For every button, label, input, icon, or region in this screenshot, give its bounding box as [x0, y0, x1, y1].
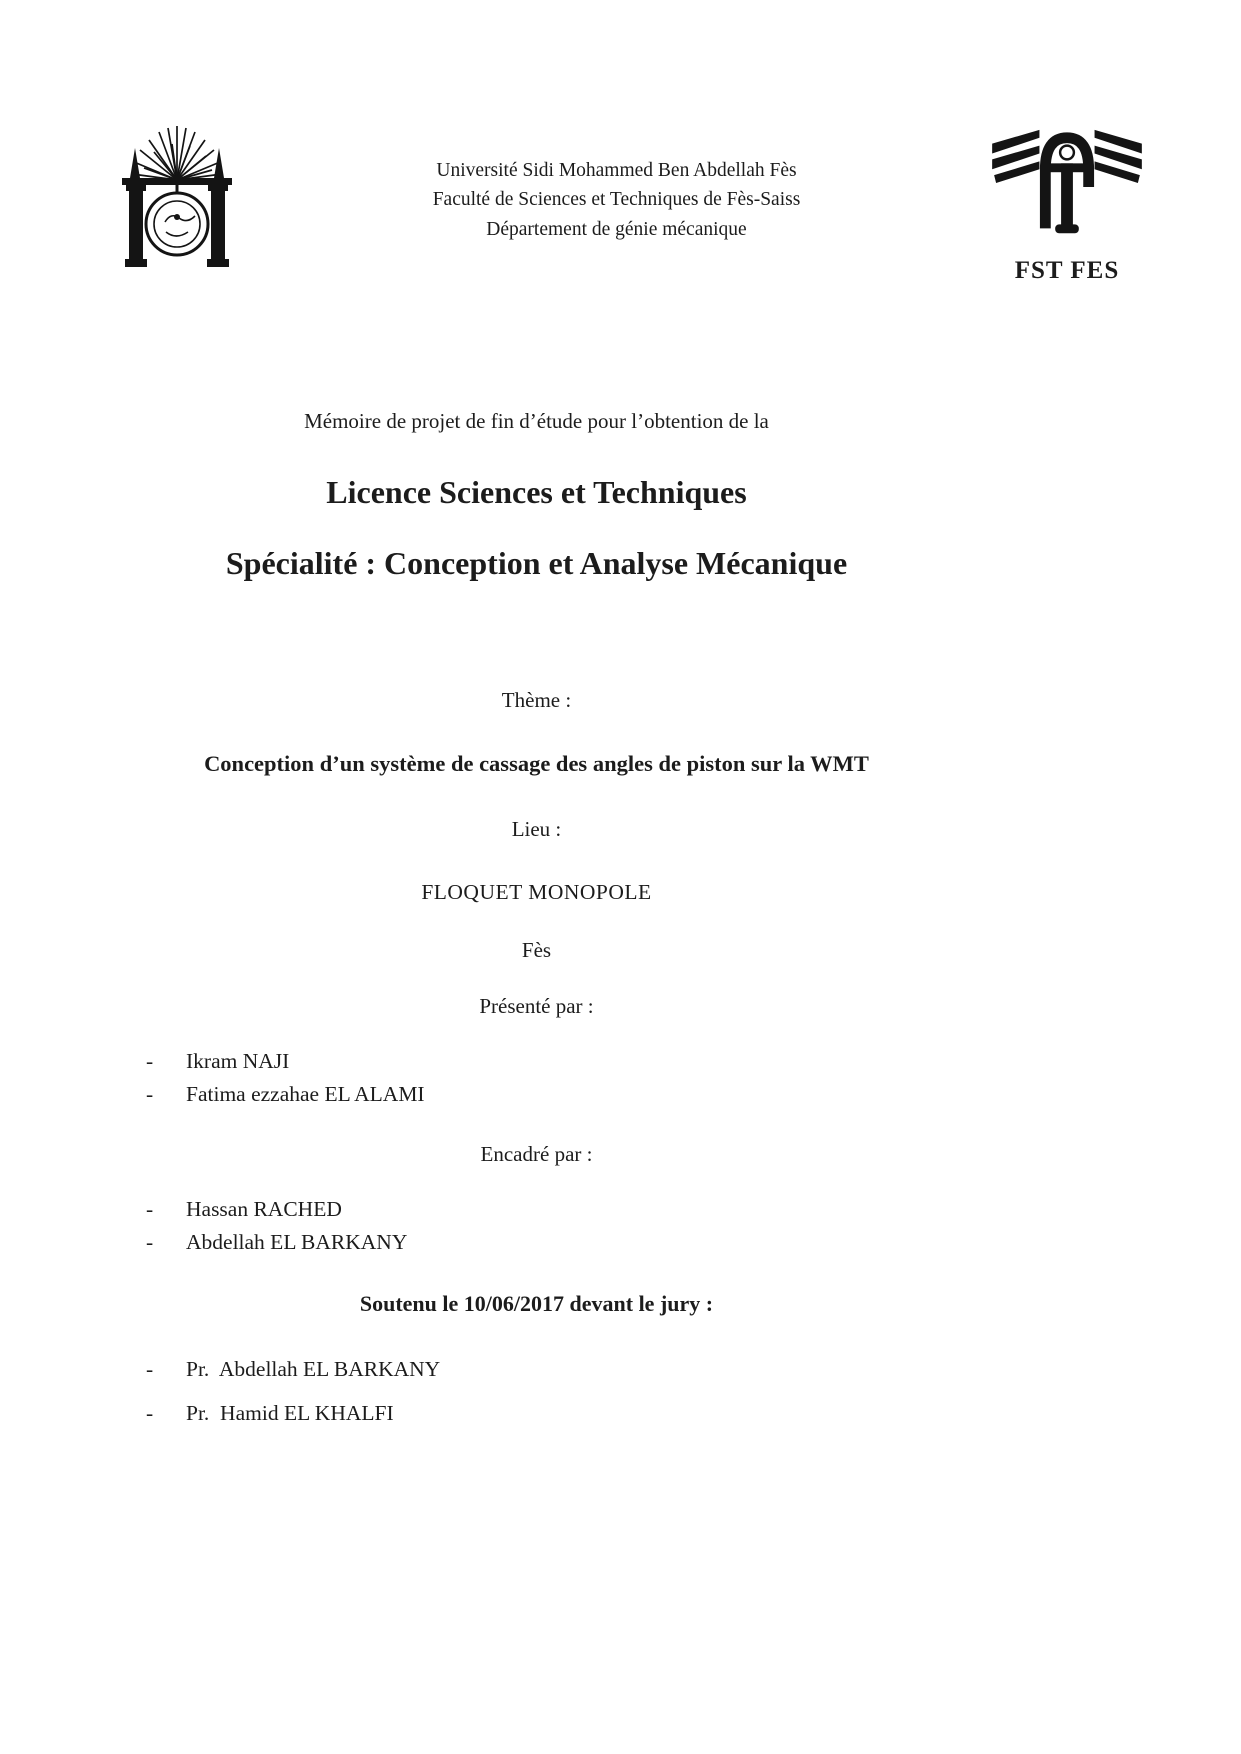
supervised-by-list: [0, 1193, 1073, 1259]
presented-by-list: [0, 1045, 1073, 1111]
specialty-title: Spécialité : Conception et Analyse Mécanique: [225, 545, 848, 581]
header: [0, 0, 1241, 305]
list-item: - Ikram NAJI: [146, 1045, 1073, 1078]
university-seal-icon: [110, 122, 245, 300]
list-item: - Hassan RACHED: [146, 1193, 1073, 1226]
location-label: Lieu :: [511, 817, 562, 841]
theme-label: Thème :: [501, 688, 572, 712]
university-seal-logo: [110, 122, 245, 305]
company-name: FLOQUET MONOPOLE: [421, 880, 652, 904]
university-name: Université Sidi Mohammed Ben Abdellah Fès: [436, 160, 797, 181]
jury-list: [0, 1347, 1073, 1435]
defense-line: Soutenu le 10/06/2017 devant le jury :: [359, 1291, 714, 1316]
supervised-by-label: Encadré par :: [480, 1142, 593, 1166]
degree-title: Licence Sciences et Techniques: [326, 474, 747, 510]
list-item: - Pr. Abdellah EL BARKANY: [146, 1347, 1073, 1391]
presented-by-label: Présenté par :: [479, 994, 594, 1018]
fst-fes-logo-icon: [988, 122, 1146, 250]
memoir-intro-line: Mémoire de projet de fin d’étude pour l’obtention de la: [304, 409, 769, 433]
list-item: - Fatima ezzahae EL ALAMI: [146, 1078, 1073, 1111]
cover-content: [0, 409, 1073, 1435]
list-item: - Abdellah EL BARKANY: [146, 1226, 1073, 1259]
department-name: Département de génie mécanique: [486, 218, 747, 240]
fst-fes-logo-text: FST FES: [1014, 257, 1120, 284]
institution-block: [245, 156, 988, 244]
theme-title: Conception d’un système de cassage des angles de piston sur la WMT: [204, 751, 869, 776]
fst-fes-logo: [988, 122, 1146, 285]
city-name: Fès: [521, 938, 552, 962]
list-item: - Pr. Hamid EL KHALFI: [146, 1391, 1073, 1435]
faculty-name: Faculté de Sciences et Techniques de Fès-Saiss: [432, 189, 801, 211]
